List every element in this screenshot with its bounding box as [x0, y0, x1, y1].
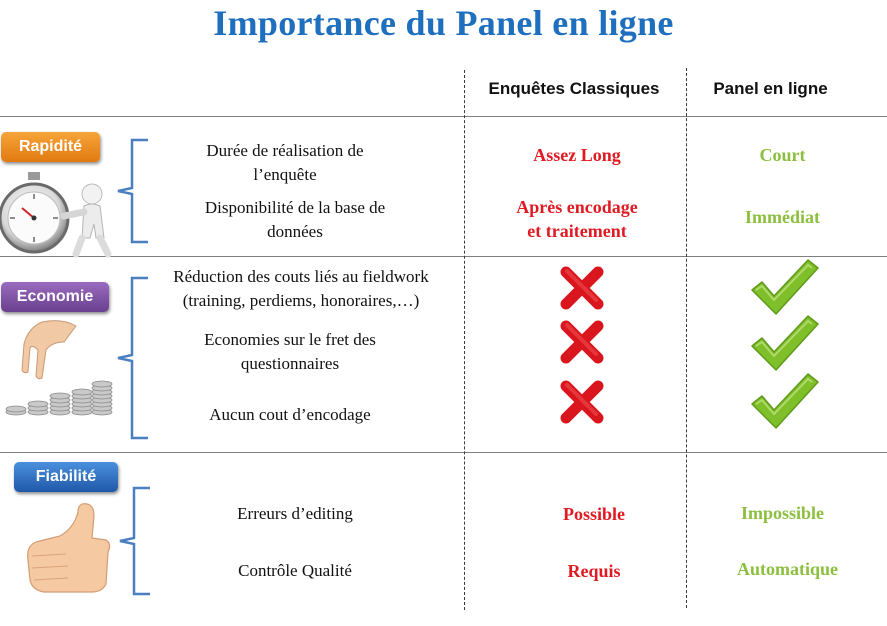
criterion-encodage: Aucun cout d’encodage	[209, 405, 371, 424]
red-cross-icon	[558, 264, 606, 312]
stopwatch-figure-icon	[0, 168, 118, 258]
column-divider	[464, 70, 465, 610]
column-header-online: Panel en ligne	[713, 79, 828, 98]
red-cross-icon	[558, 318, 606, 366]
badge-rapidite: Rapidité	[1, 132, 100, 162]
online-value-controle: Automatique	[736, 559, 838, 579]
criterion-duree: Durée de réalisation de l’enquête	[206, 141, 364, 184]
classic-value-erreurs: Possible	[562, 504, 625, 524]
green-check-icon	[748, 312, 820, 374]
red-cross-icon	[558, 378, 606, 426]
criterion-controle: Contrôle Qualité	[238, 561, 352, 580]
criterion-erreurs: Erreurs d’editing	[237, 504, 353, 523]
green-check-icon	[748, 370, 820, 432]
online-value-duree: Court	[759, 145, 806, 165]
hand-coins-icon	[2, 320, 114, 416]
page-title: Importance du Panel en ligne	[213, 3, 674, 43]
green-check-icon	[748, 256, 820, 318]
badge-economie: Economie	[1, 282, 109, 312]
column-header-classic: Enquêtes Classiques	[488, 79, 660, 98]
online-value-disponibilite: Immédiat	[745, 207, 820, 227]
classic-value-duree: Assez Long	[533, 145, 621, 165]
row-separator	[0, 452, 887, 453]
criterion-reduction-couts: Réduction des couts liés au fieldwork (training, perdiems, honoraires,…)	[173, 267, 429, 310]
section-bracket	[110, 138, 152, 244]
section-bracket	[112, 486, 154, 596]
online-value-erreurs: Impossible	[740, 503, 825, 523]
thumbs-up-icon	[22, 500, 114, 596]
criterion-disponibilite: Disponibilité de la base de données	[204, 198, 386, 241]
row-separator	[0, 116, 887, 117]
badge-fiabilite: Fiabilité	[14, 462, 118, 492]
classic-value-disponibilite: Après encodage et traitement	[516, 197, 638, 241]
classic-value-controle: Requis	[567, 561, 621, 581]
criterion-fret: Economies sur le fret des questionnaires	[204, 330, 376, 373]
